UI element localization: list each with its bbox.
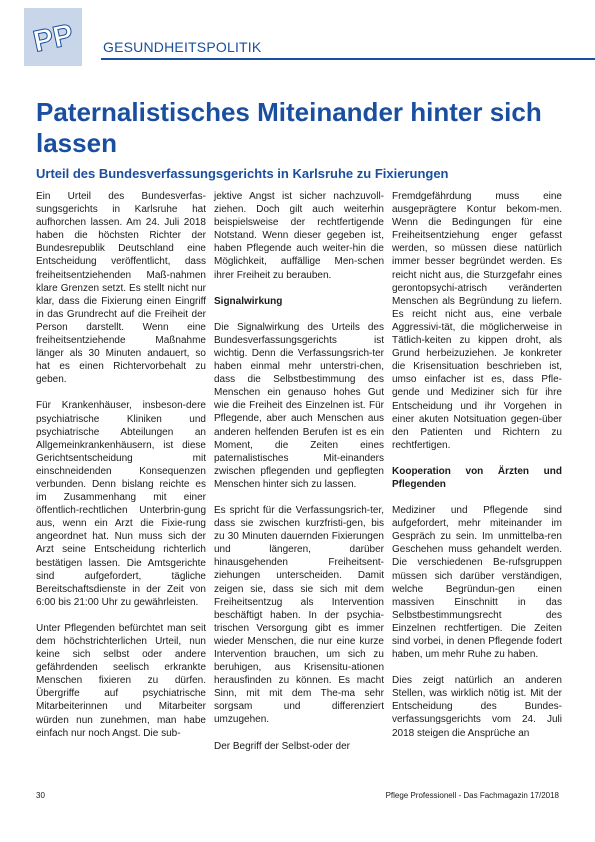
paragraph: Der Begriff der Selbst-oder der <box>214 740 350 752</box>
paragraph: Für Krankenhäuser, insbeson-dere psychiatrische Kliniken und psychiatrische Abteilungen an Allgemeinkrankenhäusern, ist diese Gerichtsentscheidung mit einschneidenden Konsequenzen verbunden. Denn bislang reichte es im Zusammenhang mit einer öffentlich-rechtlichen Unterbrin-gung aus, wenn ein Arzt die Fixie-rung angeordnet hat. Nun muss sich der Arzt seine Entscheidung richterlich bestätigen lassen. Die Amtsgerichte sind aufgefordert, tägliche Bereitschaftsdienste in der Zeit von 6:00 bis 21:00 Uhr zu gewährleisten. <box>36 400 206 608</box>
section-heading-kooperation: Kooperation von Ärzten und Pflegenden <box>392 465 562 490</box>
column-3 <box>392 190 562 753</box>
paragraph: Unter Pflegenden befürchtet man seit dem höchstrichterlichen Urteil, nun keine sich selbst oder andere gefährdenden seelisch erkrankte Menschen fixieren zu dürfen. Übergriffe auf psychiatrische Mitarbeiterinnen und Mitarbeiter würden nun zunehmen, man habe einfach nur noch Angst. Die sub- <box>36 622 206 739</box>
paragraph: jektive Angst ist sicher nachzuvoll-ziehen. Doch gilt auch weiterhin beispielsweise der rechtfertigende Notstand. Wenn dieser gegeben ist, haben Pflegende auch weiter-hin die Möglichkeit, auffällige Men-schen ihrer Freiheit zu berauben. <box>214 191 384 281</box>
page-number: 30 <box>36 791 45 800</box>
paragraph: Es spricht für die Verfassungsrich-ter, dass sie zwischen kurzfristi-gen, bis zu 30 Minuten dauernden Fixierungen und längeren, darüber hinausgehenden Freiheitsent-ziehungen unterscheiden. Damit zeigen sie, dass sie sich mit dem Freiheitsentzug als Intervention beschäftigt haben. In der psychia-trischen Versorgung gibt es immer wieder Menschen, die nur eine kurze Intervention brauchen, um sich zu beruhigen, aus Krisensitu-ationen herausfinden zu können. Es macht Sinn, mit mit dem The-ma sehr sorgsam und differenziert umzugehen. <box>214 504 384 726</box>
article-title: Paternalistisches Miteinander hinter sich lassen <box>36 97 542 159</box>
paragraph: Ein Urteil des Bundesverfas-sungsgerichts in Karlsruhe hat aufhorchen lassen. Am 24. Juli 2018 haben die höchsten Richter der Bundesrepublik Deutschland eine Entscheidung veröffentlicht, dass freiheitsentziehenden Maß-nahmen klare Grenzen setzt. Es stellt nicht nur klar, dass die Fixierung einen Eingriff in das Grundrecht auf die Freiheit der Person darstellt. Wenn eine freiheitsentziehende Maßnahme länger als 30 Minuten andauert, so hat es einen Richtervorbehalt zu geben. <box>36 191 206 386</box>
pp-logo <box>24 8 82 66</box>
article-subtitle: Urteil des Bundesverfassungsgerichts in Karlsruhe zu Fixierungen <box>36 165 449 181</box>
section-label: GESUNDHEITSPOLITIK <box>103 39 262 55</box>
column-1 <box>36 190 206 753</box>
paragraph: Die Signalwirkung des Urteils des Bundesverfassungsgerichts ist wichtig. Denn die Verfassungsrich-ter haben einmal mehr unterstri-chen, dass die Selbstbestimmung des Menschen ein genauso hohes Gut wie die Freiheit des Einzelnen ist. Für Pflegende, aber auch Menschen aus anderen helfenden Berufen ist es ein Moment, die Zeiten eines paternalistisches Mit-einanders zwischen pflegenden und gepflegten Menschen hinter sich zu lassen. <box>214 321 384 490</box>
column-2 <box>214 190 384 766</box>
pp-logo-text: PP <box>30 18 77 59</box>
section-heading-signalwirkung: Signalwirkung <box>214 295 283 307</box>
paragraph: Mediziner und Pflegende sind aufgefordert, mehr miteinander im Gespräch zu sein. Im unmittelba-ren Geschehen muss gehandelt werden. Die verschiedenen Be-rufsgruppen müssen sich darüber verständigen, welche Begründun-gen einen massiven Einschnitt in das Selbstbestimmungsrecht des Einzelnen rechtfertigen. Die Zeiten sind vorbei, in denen Pflegende fodert haben, um mehr Ruhe zu haben. <box>392 505 562 661</box>
section-divider <box>101 58 595 60</box>
paragraph: Dies zeigt natürlich an anderen Stellen, was wirklich nötig ist. Mit der Entscheidung des Bundes-verfassungsgerichts vom 24. Juli 2018 steigen die Ansprüche an <box>392 675 562 739</box>
paragraph: Fremdgefährdung muss eine ausgeprägtere Kontur bekom-men. Wenn die Bedingungen für eine Freiheitsentziehung enger gefasst werden, so müssen diese natürlich immer besser begründet werden. Es reicht nicht aus, die Sturzgefahr eines gerontopsychi-atrisch veränderten Menschen als Begründung zu liefern. Es reicht nicht aus, eine verbale Aggressivi-tät, die möglicherweise in Tätlich-keiten zu kippen droht, als Grund herbeizuziehen. Je konkreter die Krisensituation beschrieben ist, umso einfacher ist es, dass Pfle-gende und Mediziner sich für ihre Entscheidung und ihr Vorgehen in einer akuten Notsituation gegen-über den Patienten und Richtern zu rechtfertigen. <box>392 191 562 451</box>
publication-info: Pflege Professionell - Das Fachmagazin 17/2018 <box>385 791 559 800</box>
